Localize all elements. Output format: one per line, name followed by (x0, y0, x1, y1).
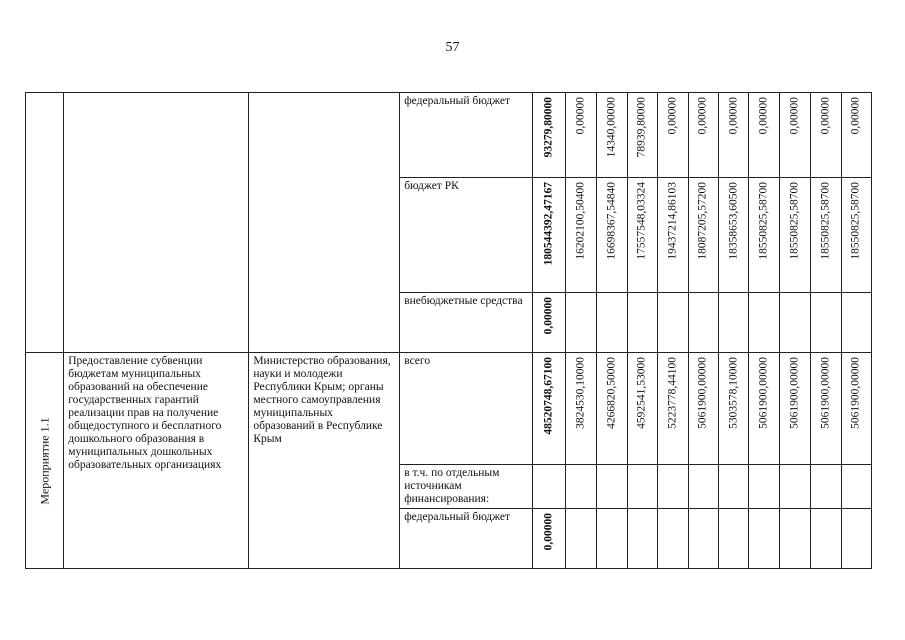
year-value-cell (719, 465, 749, 509)
funding-source: федеральный бюджет (404, 511, 511, 523)
year-value: 18550825,58700 (757, 182, 770, 260)
year-value-cell (749, 353, 780, 465)
measure-description: Предоставление субвенции бюджетам муниципальных образований на обеспечение государственных гарантий реализации прав на получение общедоступного и бесплатного дошкольного образования в муниципальных дошкольных образовательных организациях (68, 355, 222, 471)
total-cell (532, 353, 565, 465)
year-value-cell (841, 178, 871, 293)
total-value: 93279,80000 (542, 97, 555, 158)
funding-source: внебюджетные средства (404, 295, 523, 307)
year-value-cell (780, 465, 810, 509)
measure-executor: Министерство образования, науки и молодежи Республики Крым; органы местного самоуправления муниципальных образований в Республике Крым (253, 355, 391, 445)
year-value-cell (597, 353, 627, 465)
year-value: 5061900,00000 (757, 357, 770, 429)
year-value-cell (719, 293, 749, 353)
year-value: 0,00000 (727, 97, 740, 135)
year-value-cell (841, 293, 871, 353)
total-cell (532, 509, 565, 569)
year-value-cell (597, 509, 627, 569)
year-value: 0,00000 (574, 97, 587, 135)
year-value: 0,00000 (757, 97, 770, 135)
total-value: 0,00000 (542, 513, 555, 551)
measure-label: Мероприятие 1.1 (37, 416, 52, 505)
year-value: 18550825,58700 (788, 182, 801, 260)
year-value: 5061900,00000 (819, 357, 832, 429)
year-value-cell (688, 178, 718, 293)
year-value-cell (780, 509, 810, 569)
year-value-cell (657, 293, 688, 353)
funding-source: всего (404, 355, 431, 367)
year-value-cell (597, 93, 627, 178)
year-value-cell (566, 93, 597, 178)
year-value: 18358653,60500 (727, 182, 740, 260)
year-value-cell (810, 293, 841, 353)
year-value-cell (780, 293, 810, 353)
total-cell (532, 178, 565, 293)
year-value-cell (719, 93, 749, 178)
year-value: 17557548,03324 (635, 182, 648, 260)
year-value: 0,00000 (696, 97, 709, 135)
year-value-cell (566, 353, 597, 465)
year-value-cell (810, 178, 841, 293)
year-value: 5223778,44100 (666, 357, 679, 429)
label-cell (26, 93, 64, 353)
funding-source: в т.ч. по отдельным источникам финансирования: (404, 467, 500, 505)
total-value: 48520748,67100 (542, 357, 555, 435)
year-value: 19437214,86103 (666, 182, 679, 260)
funding-source-cell (400, 353, 533, 465)
year-value-cell (657, 509, 688, 569)
measure-label-cell (26, 353, 64, 569)
year-value-cell (597, 465, 627, 509)
year-value-cell (566, 509, 597, 569)
total-cell (532, 465, 565, 509)
year-value: 4266820,50000 (605, 357, 618, 429)
year-value: 5061900,00000 (696, 357, 709, 429)
year-value-cell (566, 178, 597, 293)
year-value-cell (688, 465, 718, 509)
year-value: 16698367,54840 (605, 182, 618, 260)
year-value-cell (627, 93, 657, 178)
funding-source-cell (400, 509, 533, 569)
year-value: 0,00000 (819, 97, 832, 135)
year-value-cell (841, 509, 871, 569)
year-value-cell (657, 465, 688, 509)
funding-source-cell (400, 178, 533, 293)
funding-source: бюджет РК (404, 180, 459, 192)
year-value-cell (780, 353, 810, 465)
executor-cell (249, 93, 400, 353)
measure-executor-cell (249, 353, 400, 569)
year-value: 3824530,10000 (574, 357, 587, 429)
total-cell (532, 293, 565, 353)
year-value: 16202100,50400 (574, 182, 587, 260)
year-value-cell (688, 353, 718, 465)
funding-source-cell (400, 93, 533, 178)
year-value: 14340,00000 (605, 97, 618, 158)
year-value-cell (627, 509, 657, 569)
year-value: 18550825,58700 (819, 182, 832, 260)
year-value-cell (749, 178, 780, 293)
year-value-cell (719, 353, 749, 465)
year-value: 18087205,57200 (696, 182, 709, 260)
year-value: 0,00000 (788, 97, 801, 135)
year-value-cell (657, 178, 688, 293)
year-value-cell (566, 465, 597, 509)
total-value: 0,00000 (542, 297, 555, 335)
table-row (26, 353, 872, 465)
year-value-cell (688, 93, 718, 178)
year-value-cell (780, 178, 810, 293)
year-value-cell (841, 465, 871, 509)
year-value-cell (780, 93, 810, 178)
funding-source-cell (400, 293, 533, 353)
funding-source-cell (400, 465, 533, 509)
year-value: 0,00000 (849, 97, 862, 135)
measure-description-cell (64, 353, 249, 569)
year-value-cell (810, 93, 841, 178)
year-value: 78939,80000 (635, 97, 648, 158)
year-value-cell (841, 353, 871, 465)
year-value: 0,00000 (666, 97, 679, 135)
year-value-cell (719, 509, 749, 569)
year-value: 5061900,00000 (849, 357, 862, 429)
program-funding-table (25, 92, 872, 569)
year-value-cell (597, 293, 627, 353)
year-value-cell (688, 509, 718, 569)
year-value: 18550825,58700 (849, 182, 862, 260)
year-value-cell (749, 509, 780, 569)
year-value-cell (749, 93, 780, 178)
table-row (26, 93, 872, 178)
year-value-cell (719, 178, 749, 293)
year-value-cell (627, 353, 657, 465)
year-value-cell (627, 465, 657, 509)
page-number: 57 (445, 40, 460, 55)
year-value-cell (627, 178, 657, 293)
year-value-cell (810, 353, 841, 465)
year-value-cell (597, 178, 627, 293)
year-value-cell (810, 509, 841, 569)
year-value: 4592541,53000 (635, 357, 648, 429)
description-cell (64, 93, 249, 353)
year-value-cell (566, 293, 597, 353)
funding-source: федеральный бюджет (404, 95, 511, 107)
total-cell (532, 93, 565, 178)
year-value: 5061900,00000 (788, 357, 801, 429)
year-value-cell (749, 293, 780, 353)
year-value-cell (627, 293, 657, 353)
total-value: 180544392,47167 (542, 182, 555, 266)
year-value: 5303578,10000 (727, 357, 740, 429)
year-value-cell (810, 465, 841, 509)
year-value-cell (657, 353, 688, 465)
year-value-cell (688, 293, 718, 353)
year-value-cell (749, 465, 780, 509)
year-value-cell (657, 93, 688, 178)
year-value-cell (841, 93, 871, 178)
